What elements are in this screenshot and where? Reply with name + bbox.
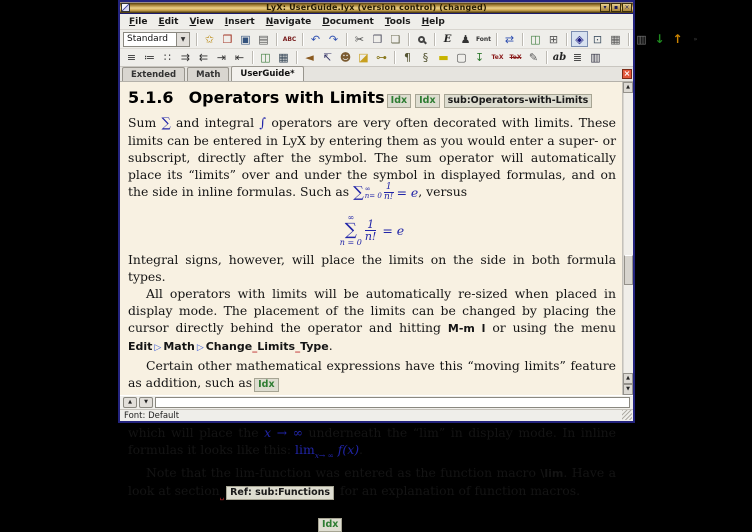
body-text: , versus <box>418 184 468 199</box>
toolbar-separator <box>346 33 347 46</box>
scrollbar-track[interactable] <box>623 93 633 373</box>
equals-rhs: = e <box>382 223 405 238</box>
body-text: operators are very often decorated with limits. These limits can be entered in LyX by entering them as you would enter a super- or subscript, directly after the symbol. The sum operator will automatically place its “limits” over and under the symbol in displayed formulas, and on the side in inline formulas. Such as <box>128 115 616 199</box>
red-join-mark: _ <box>295 342 301 353</box>
increase-indent-icon: ⇥ <box>216 51 227 64</box>
redo-icon: ↷ <box>328 32 339 46</box>
copy-button[interactable] <box>369 31 386 47</box>
erase-icon: ✎ <box>528 51 539 64</box>
index-inset-badge[interactable]: Idx <box>254 378 278 392</box>
decrease-indent-button[interactable] <box>231 50 248 66</box>
section-title: Math Symbols <box>188 512 316 532</box>
undo-button[interactable] <box>307 31 324 47</box>
characters-button[interactable] <box>337 50 354 66</box>
menu-help[interactable]: Help <box>421 16 445 27</box>
insert-marginnote-button[interactable] <box>417 50 434 66</box>
toolbar-separator <box>546 51 547 64</box>
scroll-up-icon[interactable]: ▲ <box>623 82 633 93</box>
paragraph-style-combo[interactable] <box>123 32 190 47</box>
paragraph-style-value: Standard <box>127 34 168 44</box>
title-bar[interactable] <box>120 2 633 14</box>
new-document-button[interactable] <box>201 31 218 47</box>
body-text: Note that the lim-function was entered as the function macro <box>146 465 541 480</box>
toolbar-separator <box>394 51 395 64</box>
noun-icon: ♟ <box>460 32 471 46</box>
increase-depth-button[interactable] <box>177 50 194 66</box>
check-spelling-button[interactable] <box>281 31 298 47</box>
numbered-list-icon: ≔ <box>144 51 155 64</box>
key-button[interactable] <box>373 50 390 66</box>
menu-separator-icon: ▷ <box>154 343 162 353</box>
open-folder-button[interactable] <box>355 50 372 66</box>
body-text: . <box>328 338 333 353</box>
menu-tools[interactable]: Tools <box>384 16 411 27</box>
extra-toolbar <box>120 49 633 67</box>
table-layout-button[interactable] <box>607 31 624 47</box>
open-document-button[interactable] <box>219 31 236 47</box>
equals-rhs: = e <box>396 185 419 200</box>
save-document-icon: ▣ <box>240 32 251 46</box>
toolbar-separator <box>566 33 567 46</box>
emphasis-button[interactable] <box>439 31 456 47</box>
tab-userguide[interactable]: UserGuide* <box>231 66 303 81</box>
itemized-list-icon: ∷ <box>164 51 171 64</box>
redo-button[interactable] <box>325 31 342 47</box>
scroll-down-icon[interactable]: ▼ <box>623 384 633 395</box>
command-buffer <box>120 395 633 409</box>
body-text: underneath the “lim” in display mode. In inline formulas it looks like this: <box>128 425 616 457</box>
insert-float-button[interactable] <box>589 31 606 47</box>
characters-icon: ☻ <box>339 51 352 64</box>
paragraph[interactable] <box>128 424 616 464</box>
close-icon[interactable]: × <box>623 69 631 78</box>
sum-with-limits: ∞ ∑ n = 0 <box>339 213 362 247</box>
insert-tex-button[interactable] <box>489 50 506 66</box>
print-document-button[interactable] <box>255 31 272 47</box>
increase-depth-icon: ⇉ <box>180 51 191 64</box>
toolbar-separator <box>296 51 297 64</box>
index-inset-badge[interactable]: Idx <box>318 518 342 532</box>
menu-bar <box>120 14 633 30</box>
megaphone-icon: ◄ <box>305 51 314 64</box>
find-replace-button[interactable] <box>413 31 430 47</box>
body-text: Integral signs, however, will place the limits on the side in both formula types. <box>128 252 616 284</box>
insert-table-grid-icon: ▦ <box>278 51 289 64</box>
history-previous-icon[interactable]: ▲ <box>123 397 137 408</box>
label-inset-badge[interactable]: Ref: sub:Functions <box>226 486 334 500</box>
body-text: Certain other mathematical expressions have this “moving limits” feature as addition, such as <box>128 358 616 390</box>
key-icon: ⊶ <box>376 51 387 64</box>
tab-math[interactable]: Math <box>187 67 229 81</box>
insert-box-button[interactable] <box>453 50 470 66</box>
change-case-icon: ab <box>552 52 567 63</box>
open-book-icon: ▥ <box>590 51 601 64</box>
insert-footnote-button[interactable] <box>399 50 416 66</box>
save-document-button[interactable] <box>237 31 254 47</box>
math-panel-icon: ◈ <box>575 32 584 46</box>
body-text: All operators with limits will be automatically re-sized when placed in display mode. The placement of the limits can be changed by placing the cursor directly behind the operator and hitting <box>128 286 616 335</box>
itemized-list-button[interactable] <box>159 50 176 66</box>
insert-note-icon: ▬ <box>438 51 449 64</box>
paragraph-settings-icon: ≣ <box>572 51 583 64</box>
maximize-button[interactable]: ▪ <box>611 3 621 12</box>
inline-math[interactable]: x → ∞ <box>264 425 303 440</box>
toolbar-overflow-button[interactable] <box>687 31 704 47</box>
body-text: and integral <box>170 115 260 130</box>
open-book-arrow-icon: ↸ <box>322 51 333 64</box>
section-title: Operators with Limits <box>188 88 385 107</box>
section-heading[interactable] <box>128 512 616 532</box>
insert-footnote-icon: ¶ <box>404 51 411 64</box>
swap-letters-icon: ⇄ <box>504 32 515 46</box>
font-dialog-button[interactable] <box>475 31 492 47</box>
window-title: LyX: UserGuide.lyx (version control) (changed) <box>266 3 487 12</box>
menu-insert[interactable]: Insert <box>224 16 255 27</box>
update-document-button[interactable] <box>633 31 650 47</box>
minimize-button[interactable]: ▾ <box>600 3 610 12</box>
scrollbar-thumb[interactable] <box>624 255 633 285</box>
table-layout-icon: ▦ <box>610 32 621 46</box>
index-inset-badge[interactable]: Idx <box>415 94 439 108</box>
status-font-text: Font: Default <box>124 410 180 421</box>
paragraph-settings-button[interactable] <box>569 50 586 66</box>
megaphone-button[interactable] <box>301 50 318 66</box>
toolbar-overflow-icon: » <box>693 35 698 43</box>
section-heading[interactable] <box>128 88 616 108</box>
section-number: 5.1.7 <box>128 512 174 532</box>
sum-operator: ∑ <box>344 220 357 240</box>
copy-icon: ❐ <box>372 32 383 46</box>
main-toolbar <box>120 30 698 49</box>
include-file-button[interactable] <box>471 50 488 66</box>
protected-space-marker: ␣ <box>219 492 225 501</box>
paragraph[interactable] <box>128 251 616 285</box>
toolbar-separator <box>196 33 197 46</box>
increase-indent-button[interactable] <box>213 50 230 66</box>
paragraph[interactable] <box>128 357 616 392</box>
emphasis-icon: E <box>443 33 452 45</box>
print-document-icon: ▤ <box>258 32 269 46</box>
insert-float-icon: ⊡ <box>592 32 603 46</box>
decrease-indent-icon: ⇤ <box>234 51 245 64</box>
fraction: $\frac{1}{n!}$ <box>364 218 377 243</box>
menu-path-text: Change_Limits_Type <box>205 340 329 353</box>
ui-name-text: \lim <box>540 467 564 480</box>
command-input[interactable] <box>155 397 630 408</box>
update-dvi-button[interactable] <box>669 31 686 47</box>
paragraph[interactable] <box>128 285 616 357</box>
tab-extended[interactable]: Extended <box>122 67 185 81</box>
insert-tex-icon: TeX <box>491 54 504 61</box>
open-book-button[interactable] <box>587 50 604 66</box>
math-panel-button[interactable] <box>571 31 588 47</box>
index-inset-badge[interactable]: Idx <box>387 94 411 108</box>
body-text: for an explanation of function macros. <box>336 483 581 498</box>
red-join-mark: _ <box>252 342 258 353</box>
paste-icon: ❏ <box>390 32 401 46</box>
body-text: or using the menu <box>485 320 616 335</box>
menu-navigate[interactable]: Navigate <box>265 16 312 27</box>
open-book-arrow-button[interactable] <box>319 50 336 66</box>
open-folder-icon: ◪ <box>358 51 369 64</box>
swap-letters-button[interactable] <box>501 31 518 47</box>
font-dialog-icon: Font <box>475 35 492 43</box>
toolbar-separator <box>628 33 629 46</box>
toolbar-separator <box>496 33 497 46</box>
document-tab-bar <box>120 67 633 82</box>
body-text: Sum <box>128 115 162 130</box>
erase-button[interactable] <box>525 50 542 66</box>
close-button[interactable]: × <box>622 3 632 12</box>
insert-graphics-button[interactable] <box>527 31 544 47</box>
sum-limits: ∞ n= 0 <box>364 184 382 200</box>
align-justify-button[interactable] <box>123 50 140 66</box>
toolbar-separator <box>252 51 253 64</box>
cut-button[interactable] <box>351 31 368 47</box>
menu-document[interactable]: Document <box>322 16 374 27</box>
new-document-icon: ✩ <box>204 32 215 46</box>
toolbar-separator <box>434 33 435 46</box>
chevron-down-icon[interactable]: ▼ <box>176 33 189 46</box>
toolbar-separator <box>408 33 409 46</box>
body-text: . <box>359 442 363 457</box>
sum-operator: ∑ <box>353 183 364 201</box>
undo-icon: ↶ <box>310 32 321 46</box>
menu-view[interactable]: View <box>189 16 214 27</box>
lyx-window <box>118 0 698 532</box>
decrease-depth-button[interactable] <box>195 50 212 66</box>
insert-figure-icon: ◫ <box>260 51 271 64</box>
ui-name-text: M-m l <box>447 322 486 335</box>
paragraph[interactable] <box>128 114 616 202</box>
inline-sum-formula[interactable] <box>353 183 418 202</box>
menu-file[interactable]: File <box>129 16 148 27</box>
view-dvi-button[interactable] <box>651 31 668 47</box>
inline-math-symbol[interactable]: ∫ <box>259 116 267 131</box>
insert-table-icon: ⊞ <box>548 32 559 46</box>
insert-box-icon: ▢ <box>456 51 467 64</box>
align-justify-icon: ≡ <box>126 51 137 64</box>
include-file-icon: ↧ <box>474 51 485 64</box>
display-formula[interactable] <box>128 207 616 247</box>
display-sum-formula[interactable] <box>340 214 404 247</box>
insert-table-grid-button[interactable] <box>275 50 292 66</box>
insert-note-button[interactable] <box>435 50 452 66</box>
cut-icon: ✂ <box>354 32 365 46</box>
insert-table-button[interactable] <box>545 31 562 47</box>
ui-name-text: Math <box>163 340 195 353</box>
inline-lim-formula[interactable]: $\lim_{x\to \infty} f(x)$ <box>295 442 360 460</box>
section-number: 5.1.6 <box>128 88 174 107</box>
menu-edit[interactable]: Edit <box>158 16 179 27</box>
update-dvi-icon: ↑ <box>672 31 683 46</box>
ui-name-text: Edit <box>128 340 153 353</box>
view-dvi-icon: ↓ <box>654 31 665 46</box>
history-next-icon[interactable]: ▼ <box>139 397 153 408</box>
paste-button[interactable] <box>387 31 404 47</box>
paragraph[interactable] <box>128 464 616 505</box>
body-text: . Have a look at section <box>128 465 616 498</box>
scrollbar[interactable] <box>622 82 633 395</box>
change-case-button[interactable] <box>551 50 568 66</box>
toolbar-separator <box>276 33 277 46</box>
open-document-icon: ❒ <box>222 32 233 46</box>
fraction: $\frac{1}{n!}$ <box>384 182 394 202</box>
menu-separator-icon: ▷ <box>196 343 204 353</box>
check-tex-button[interactable] <box>507 50 524 66</box>
insert-graphics-icon: ◫ <box>530 32 541 46</box>
scroll-up-bottom-icon[interactable]: ▲ <box>623 373 633 384</box>
inline-math-symbol[interactable]: ∑ <box>161 116 171 131</box>
status-bar <box>120 409 633 421</box>
insert-figure-button[interactable] <box>257 50 274 66</box>
body-text: which will place the <box>128 425 265 440</box>
check-tex-icon: TeX <box>509 54 522 61</box>
numbered-list-button[interactable] <box>141 50 158 66</box>
toolbar-separator <box>522 33 523 46</box>
insert-marginnote-icon: § <box>422 51 429 64</box>
toolbar-separator <box>302 33 303 46</box>
noun-button[interactable] <box>457 31 474 47</box>
resize-grip[interactable] <box>622 410 632 420</box>
label-inset-badge[interactable]: sub:Operators-with-Limits <box>444 94 593 108</box>
find-replace-icon <box>418 36 425 43</box>
update-document-icon: ▥ <box>636 32 647 46</box>
decrease-depth-icon: ⇇ <box>198 51 209 64</box>
check-spelling-icon: ABC <box>282 35 297 43</box>
